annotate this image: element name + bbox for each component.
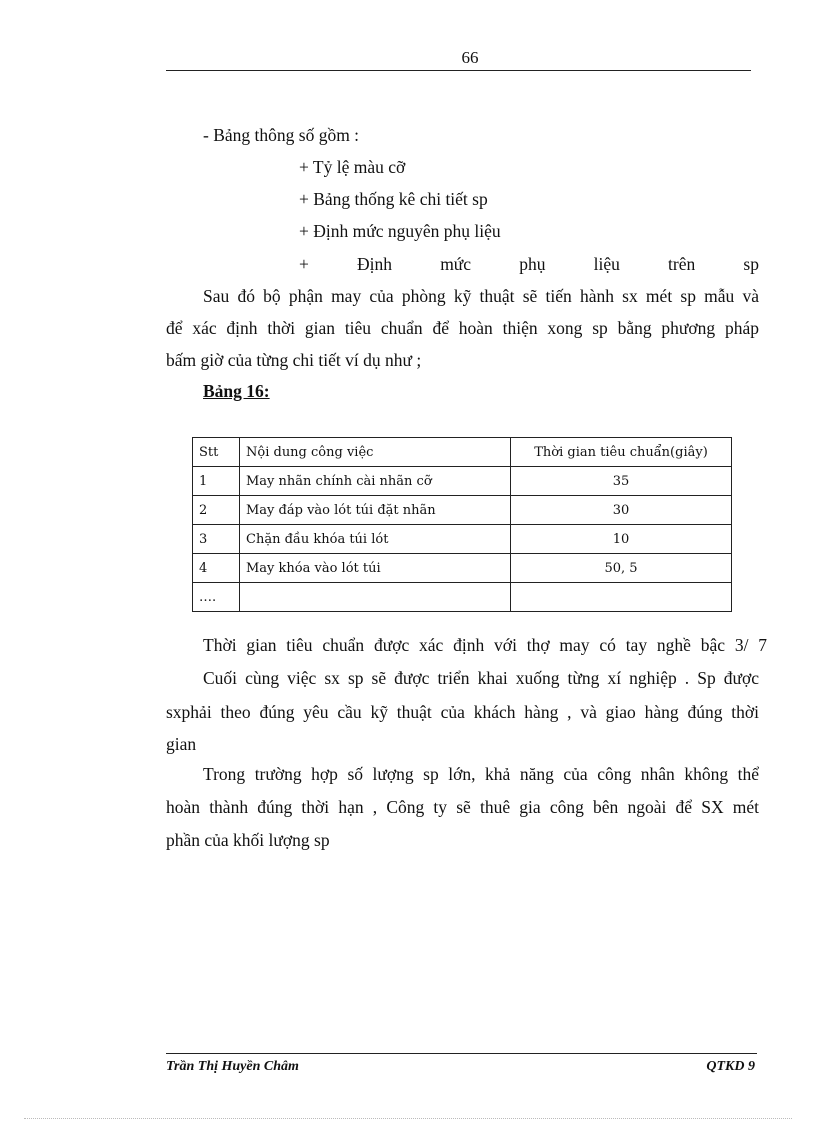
page-bottom-border [24,1118,792,1119]
page-number: 66 [461,48,479,67]
list-item: + Tỷ lệ màu cỡ [299,157,406,177]
word: Định [357,254,393,274]
paragraph-line: bấm giờ của từng chi tiết ví dụ như ; [166,350,422,370]
header-time: Thời gian tiêu chuẩn(giây) [511,438,732,467]
cell-time: 35 [511,467,732,496]
footer-class: QTKD 9 [706,1059,755,1074]
paragraph-line: Trong trường hợp số lượng sp lớn, khả năng của công nhân không thể [203,764,759,784]
paragraph-line: phần của khối lượng sp [166,830,330,850]
table-row [193,583,732,612]
word: mức [440,254,472,274]
word: + [299,254,309,274]
table-row [193,554,732,583]
word: phụ [519,254,546,274]
paragraph-line: Thời gian tiêu chuẩn được xác định với thợ may có tay nghề bậc 3/ 7 [203,635,767,655]
cell-stt: …. [193,583,240,612]
cell-time [511,583,732,612]
cell-task [240,583,511,612]
header-task: Nội dung công việc [240,438,511,467]
footer-author: Trần Thị Huyền Châm [166,1059,299,1074]
table-row [193,525,732,554]
cell-task: May khóa vào lót túi [240,554,511,583]
paragraph-line: hoàn thành đúng thời hạn , Công ty sẽ thuê gia công bên ngoài để SX mét [166,797,759,817]
word: sp [743,254,759,274]
work-time-table [192,437,732,612]
cell-task: May nhãn chính cài nhãn cỡ [240,467,511,496]
cell-task: May đáp vào lót túi đặt nhãn [240,496,511,525]
header-stt: Stt [193,438,240,467]
word: liệu [593,254,620,274]
cell-stt: 3 [193,525,240,554]
cell-time: 50, 5 [511,554,732,583]
list-item: + Bảng thống kê chi tiết sp [299,189,488,209]
list-item: + Định mức nguyên phụ liệu [299,221,501,241]
header-rule [166,70,751,71]
cell-task: Chặn đầu khóa túi lót [240,525,511,554]
cell-time: 10 [511,525,732,554]
paragraph-line: Sau đó bộ phận may của phòng kỹ thuật sẽ tiến hành sx mét sp mẫu và [203,286,759,306]
word: trên [668,254,696,274]
list-heading: - Bảng thông số gồm : [203,125,360,145]
table-title: Bảng 16: [203,381,270,401]
cell-stt: 1 [193,467,240,496]
paragraph-line: gian [166,734,197,754]
table-header-row [193,438,732,467]
paragraph-line: Cuối cùng việc sx sp sẽ được triển khai xuống từng xí nghiệp . Sp được [203,668,759,688]
cell-time: 30 [511,496,732,525]
table-row [193,467,732,496]
footer-rule [166,1053,757,1054]
paragraph-line: sxphải theo đúng yêu cầu kỹ thuật của khách hàng , và giao hàng đúng thời [166,702,759,722]
list-item-justified [299,253,759,275]
paragraph-line: để xác định thời gian tiêu chuẩn để hoàn thiện xong sp bằng phương pháp [166,318,759,338]
cell-stt: 2 [193,496,240,525]
table-row [193,496,732,525]
cell-stt: 4 [193,554,240,583]
